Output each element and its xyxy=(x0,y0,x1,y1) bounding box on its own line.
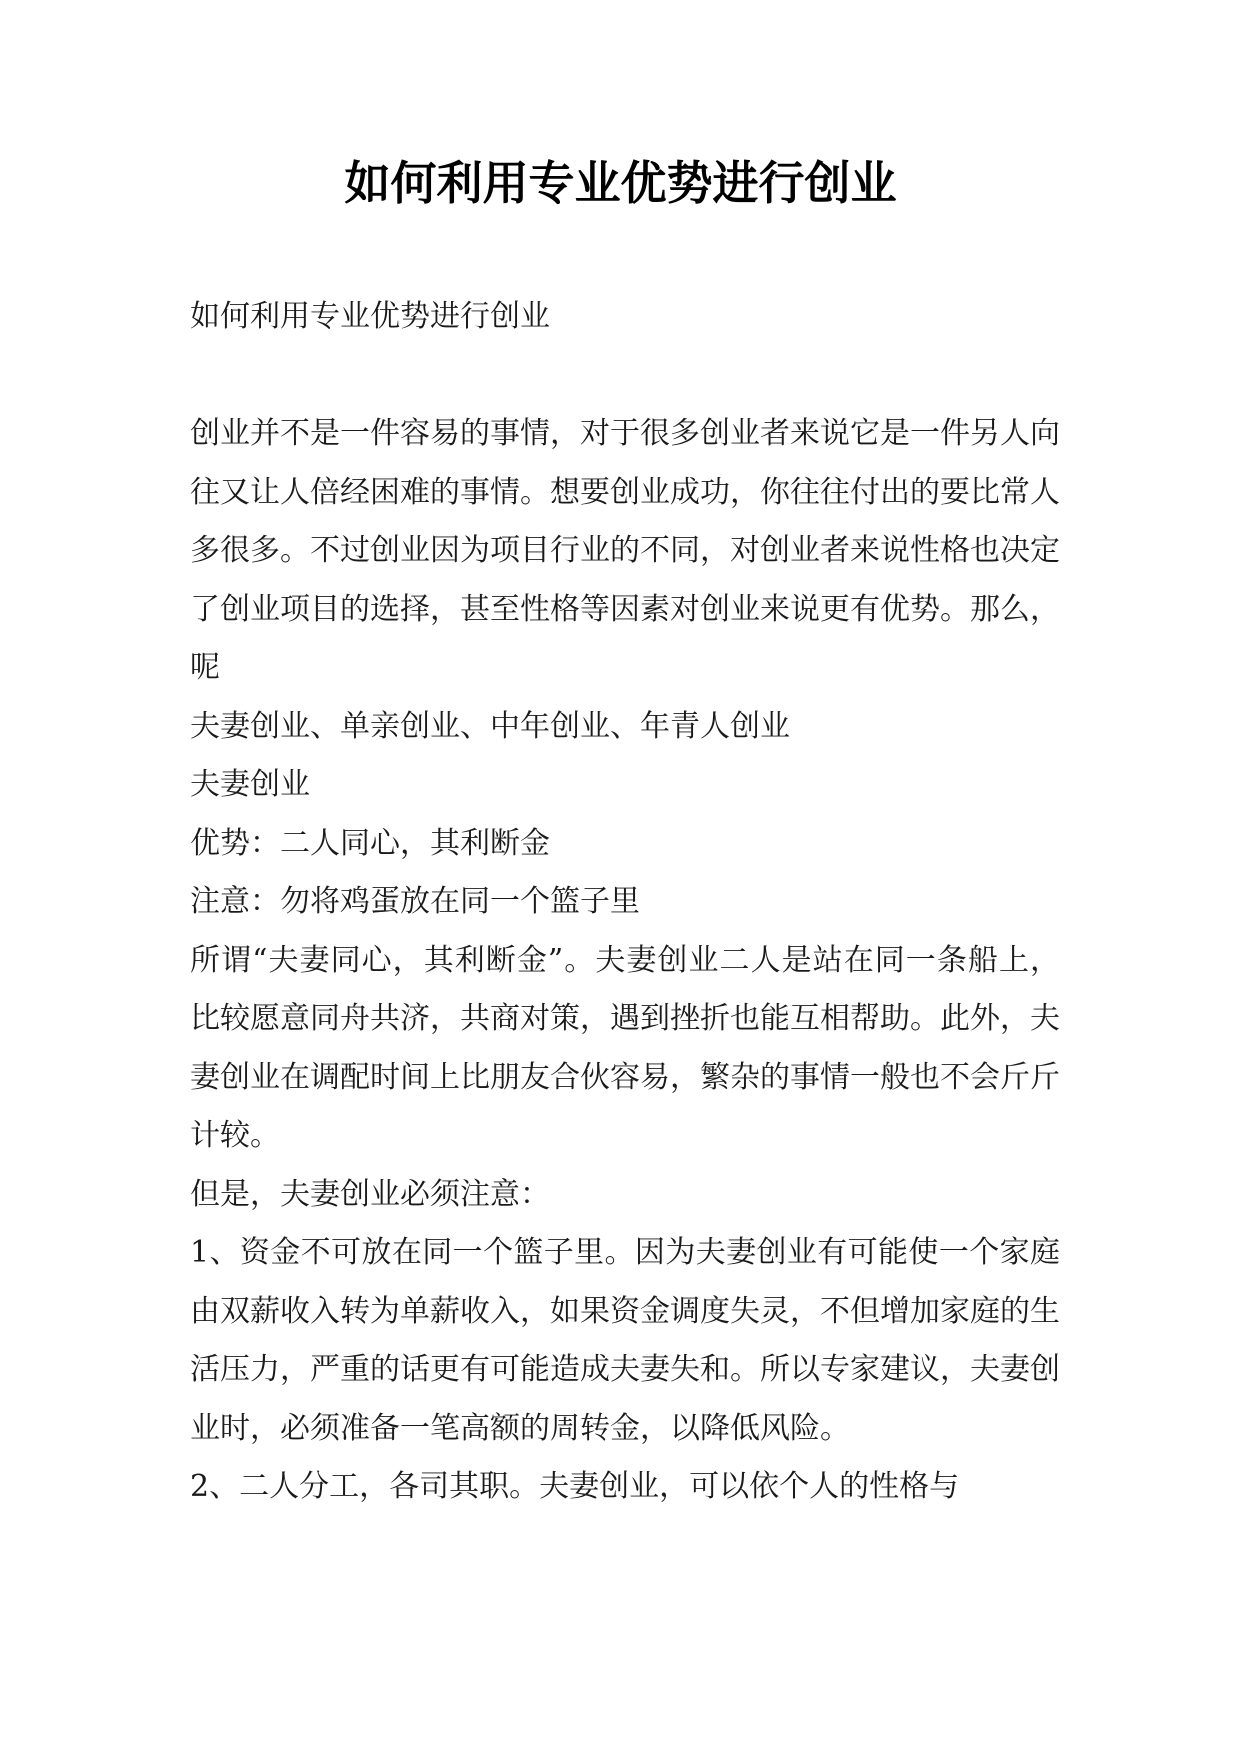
couple-paragraph: 所谓“夫妻同心，其利断金”。夫妻创业二人是站在同一条船上，比较愿意同舟共济，共商对策，遇到挫折也能互相帮助。此外，夫妻创业在调配时间上比朋友合伙容易，繁杂的事情一般也不会斤斤计较。 xyxy=(190,942,1060,1153)
caution-line: 注意：勿将鸡蛋放在同一个篮子里 xyxy=(190,884,640,919)
notice-intro-line: 但是，夫妻创业必须注意： xyxy=(190,1176,550,1212)
advantage-line: 优势：二人同心，其利断金 xyxy=(190,825,550,861)
section-heading-couple: 夫妻创业 xyxy=(190,767,310,802)
document-title: 如何利用专业优势进行创业 xyxy=(344,156,897,210)
document-subtitle: 如何利用专业优势进行创业 xyxy=(190,299,550,334)
point-2-paragraph: 2、二人分工，各司其职。夫妻创业，可以依个人的性格与 xyxy=(190,1469,960,1504)
point-1-paragraph: 1、资金不可放在同一个篮子里。因为夫妻创业有可能使一个家庭由双薪收入转为单薪收入，如果资金调度失灵，不但增加家庭的生活压力，严重的话更有可能造成夫妻失和。所以专家建议，夫妻创业时，必须准备一笔高额的周转金，以降低风险。 xyxy=(190,1235,1060,1446)
document-body xyxy=(190,288,1060,1517)
category-list-line: 夫妻创业、单亲创业、中年创业、年青人创业 xyxy=(190,708,790,744)
intro-paragraph: 创业并不是一件容易的事情，对于很多创业者来说它是一件另人向往又让人倍经困难的事情。想要创业成功，你往往付出的要比常人多很多。不过创业因为项目行业的不同，对创业者来说性格也决定了创业项目的选择，甚至性格等因素对创业来说更有优势。那么，呢 xyxy=(190,416,1060,685)
